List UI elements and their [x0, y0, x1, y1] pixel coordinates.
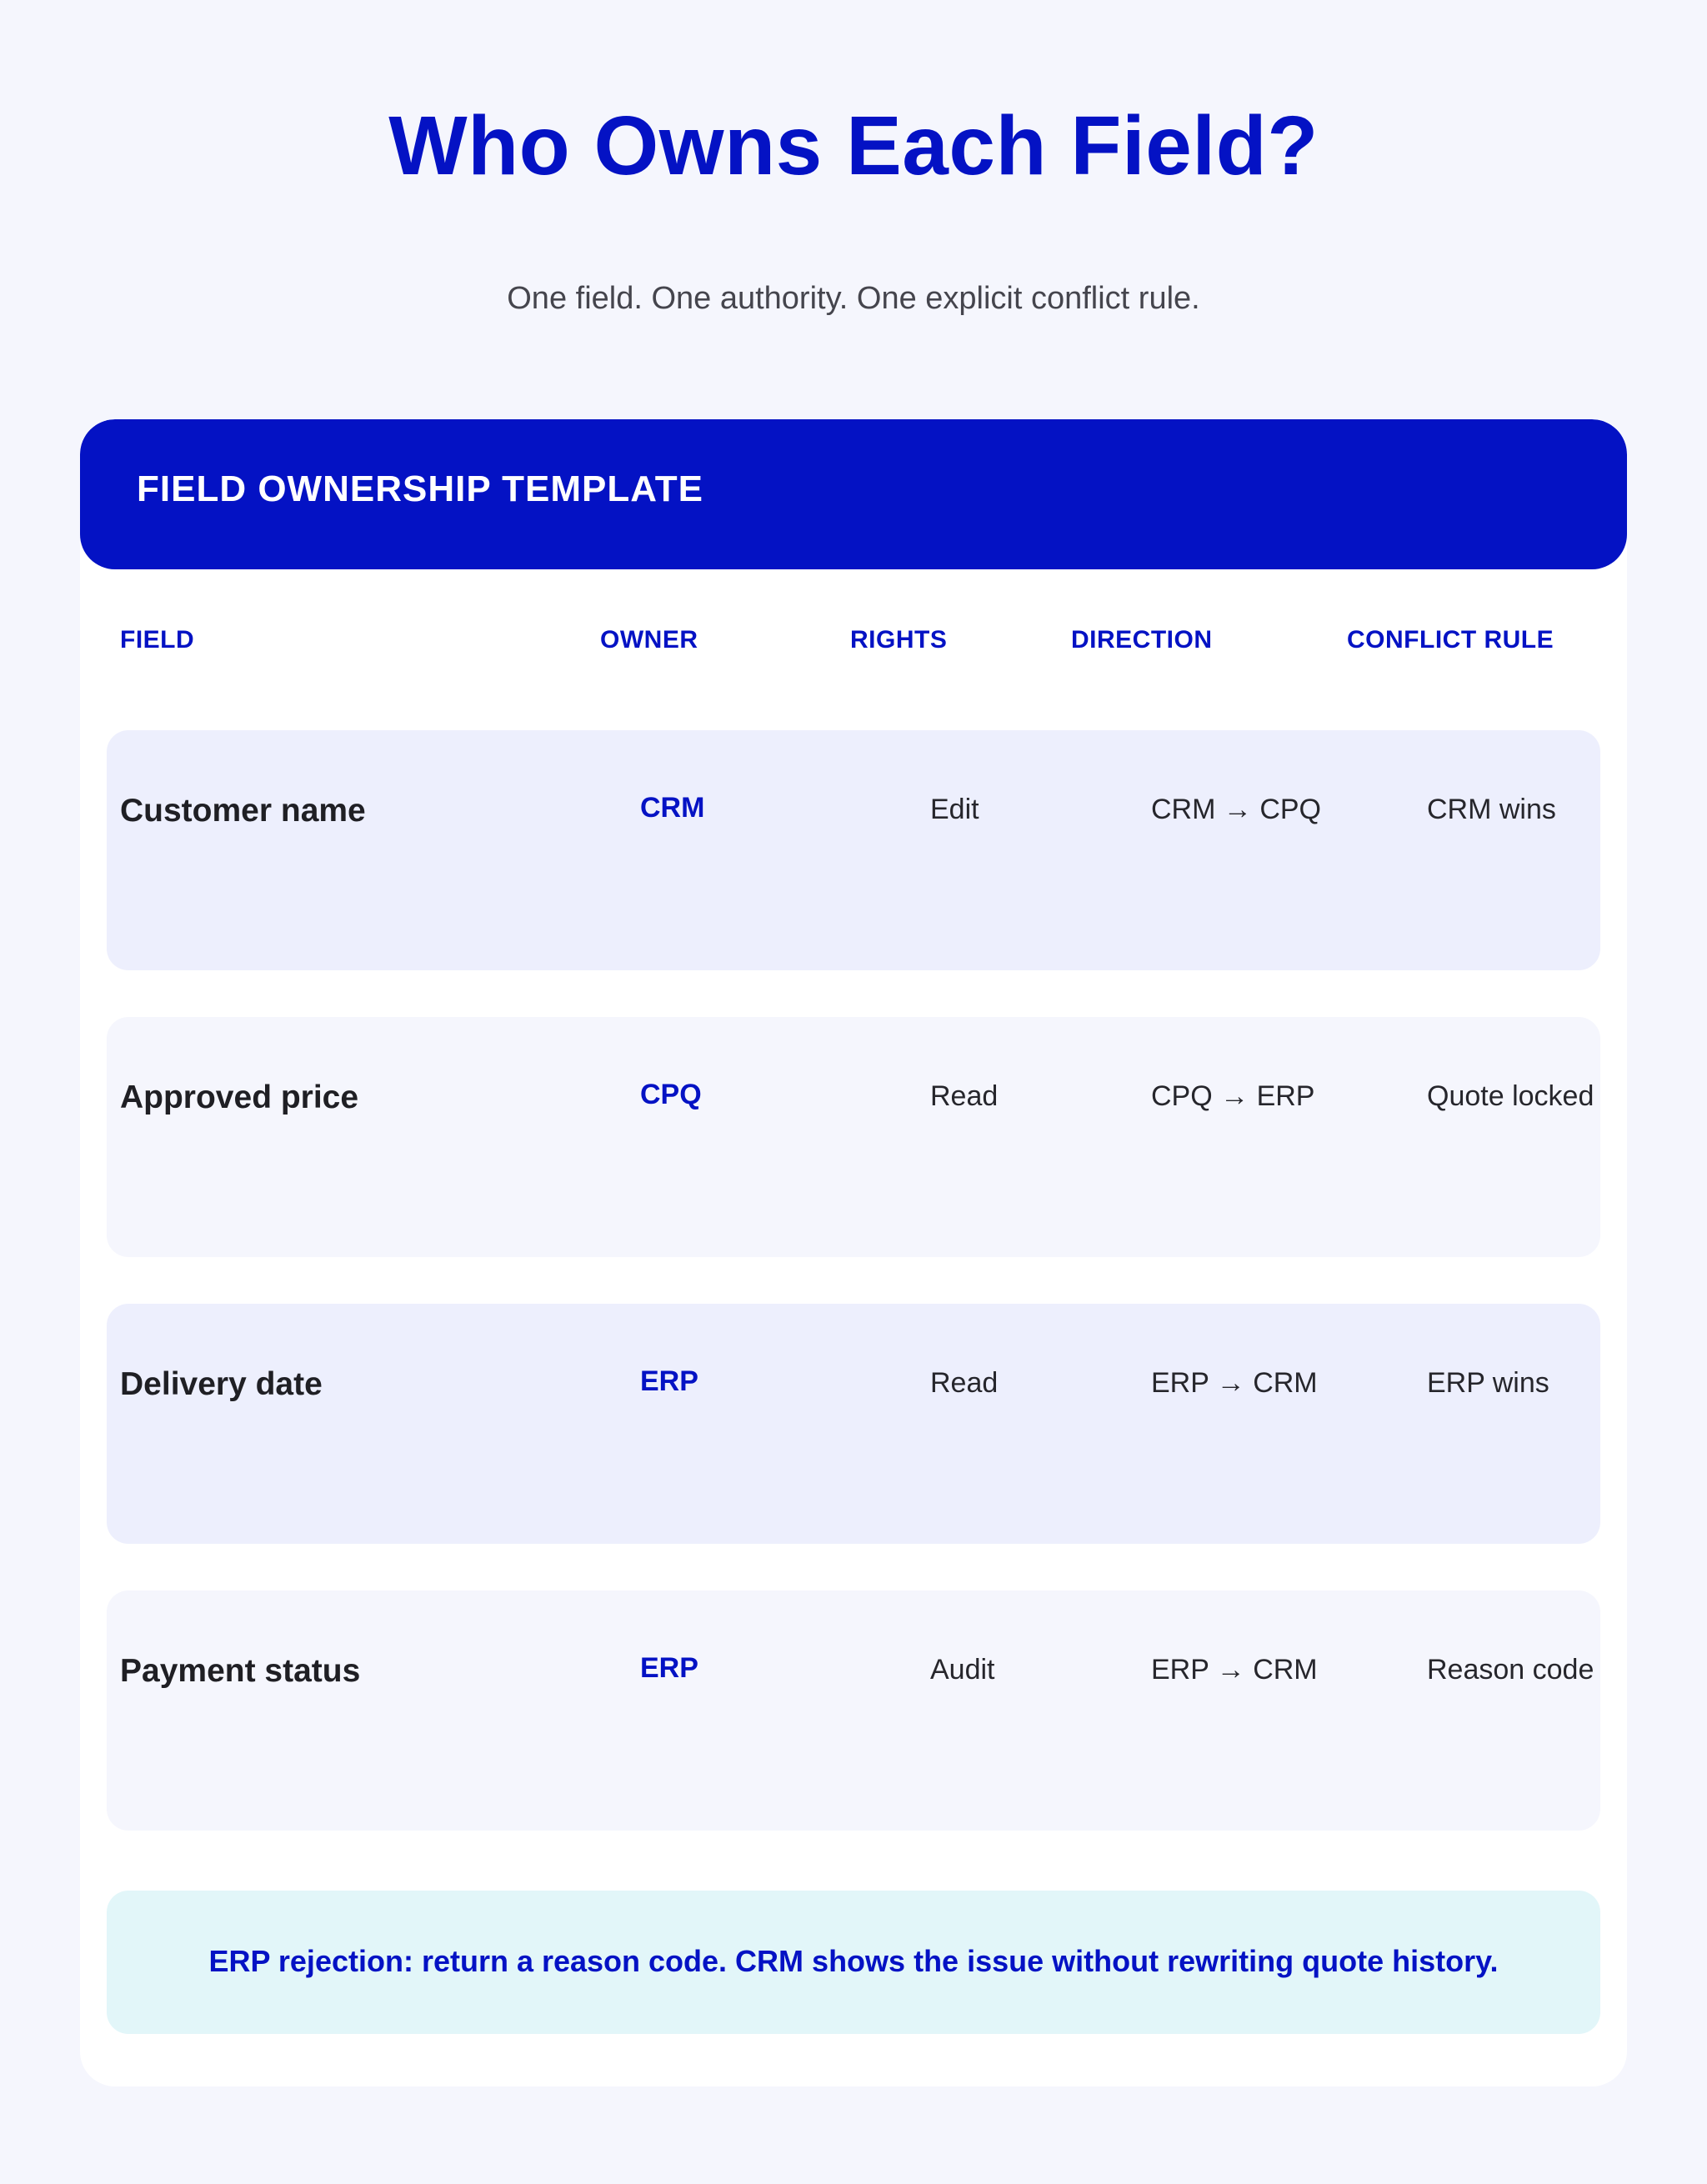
- field-cell: Approved price: [120, 1079, 359, 1115]
- conflict-rule-cell: Reason code: [1427, 1654, 1594, 1686]
- column-header-field: FIELD: [120, 626, 195, 654]
- owner-cell: CRM: [640, 792, 705, 824]
- owner-cell: ERP: [640, 1652, 698, 1684]
- field-cell: Payment status: [120, 1653, 361, 1689]
- conflict-rule-cell: CRM wins: [1427, 794, 1556, 825]
- conflict-rule-cell: ERP wins: [1427, 1367, 1549, 1399]
- rights-cell: Edit: [930, 794, 979, 825]
- direction-cell: ERP → CRM: [1151, 1367, 1318, 1399]
- table-row: [107, 1590, 1600, 1831]
- column-header-owner: OWNER: [600, 626, 698, 654]
- field-ownership-card: [80, 419, 1627, 2086]
- field-cell: Delivery date: [120, 1366, 323, 1402]
- direction-cell: CRM → CPQ: [1151, 794, 1321, 825]
- rights-cell: Read: [930, 1367, 999, 1399]
- table-row: [107, 1017, 1600, 1257]
- owner-cell: CPQ: [640, 1079, 702, 1110]
- direction-cell: CPQ → ERP: [1151, 1080, 1315, 1112]
- card-header-title: FIELD OWNERSHIP TEMPLATE: [137, 468, 703, 509]
- rejection-note-text: ERP rejection: return a reason code. CRM shows the issue without rewriting quote history.: [208, 1944, 1499, 1978]
- field-cell: Customer name: [120, 793, 366, 829]
- table-row: [107, 1304, 1600, 1544]
- conflict-rule-cell: Quote locked: [1427, 1080, 1594, 1112]
- direction-cell: ERP → CRM: [1151, 1654, 1318, 1686]
- card-header: [80, 419, 1627, 569]
- page-title: Who Owns Each Field?: [388, 99, 1319, 193]
- column-header-conflict-rule: CONFLICT RULE: [1347, 626, 1554, 654]
- column-header-rights: RIGHTS: [850, 626, 948, 654]
- table-row: [107, 730, 1600, 970]
- rights-cell: Read: [930, 1080, 999, 1112]
- rights-cell: Audit: [930, 1654, 995, 1686]
- page-subtitle: One field. One authority. One explicit conflict rule.: [507, 281, 1200, 316]
- rejection-note: [107, 1891, 1600, 2034]
- column-header-direction: DIRECTION: [1071, 626, 1213, 654]
- owner-cell: ERP: [640, 1365, 698, 1397]
